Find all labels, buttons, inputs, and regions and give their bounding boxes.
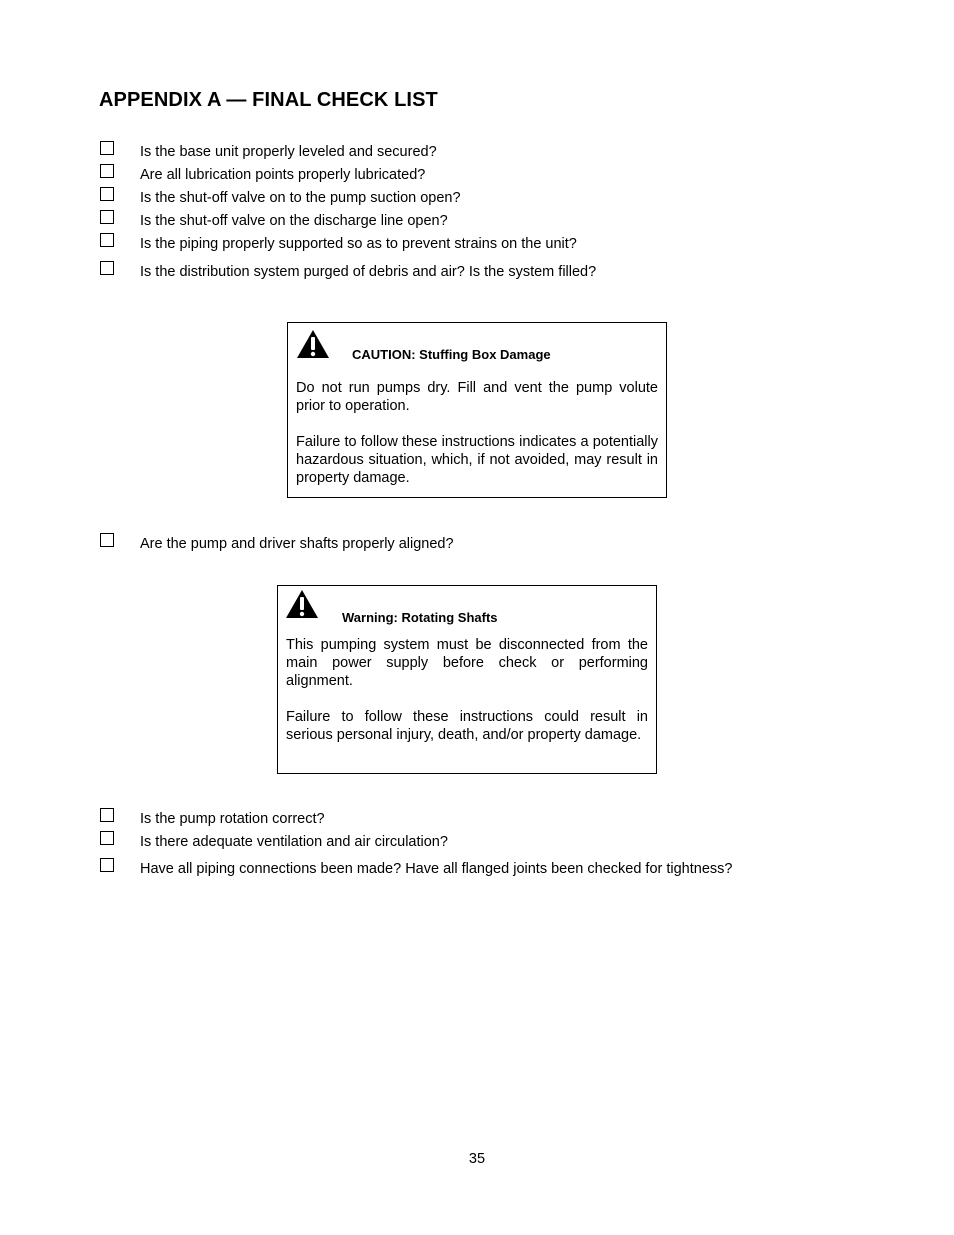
caution-heading: CAUTION: Stuffing Box Damage [352,347,551,362]
checklist-item-label: Is there adequate ventilation and air circulation? [140,834,448,850]
checklist-item-label: Is the shut-off valve on to the pump suction open? [140,190,461,206]
warning-heading: Warning: Rotating Shafts [342,610,498,625]
checkbox[interactable] [100,164,114,178]
checklist-item-label: Are the pump and driver shafts properly aligned? [140,536,454,552]
caution-paragraph: Failure to follow these instructions indicates a potentially hazardous situation, which, if not avoided, may result in property damage. [296,434,658,486]
checkbox[interactable] [100,261,114,275]
warning-paragraph: This pumping system must be disconnected from the main power supply before check or performing alignment. [286,637,648,689]
warning-paragraph: Failure to follow these instructions could result in serious personal injury, death, and/or property damage. [286,709,648,743]
checklist-item-label: Is the shut-off valve on the discharge line open? [140,213,448,229]
warning-box [277,585,657,774]
checkbox[interactable] [100,141,114,155]
checkbox[interactable] [100,831,114,845]
checklist-item-label: Have all piping connections been made? Have all flanged joints been checked for tightness? [140,861,733,877]
checkbox[interactable] [100,233,114,247]
caution-header [288,323,666,363]
checklist-item-label: Are all lubrication points properly lubricated? [140,167,426,183]
caution-paragraph: Do not run pumps dry. Fill and vent the pump volute prior to operation. [296,380,658,414]
page-number: 35 [468,1151,486,1167]
checkbox[interactable] [100,187,114,201]
checkbox[interactable] [100,210,114,224]
caution-box [287,322,667,498]
checklist-item-label: Is the distribution system purged of debris and air? Is the system filled? [140,264,597,280]
checkbox[interactable] [100,858,114,872]
checkbox[interactable] [100,808,114,822]
page-title: APPENDIX A — FINAL CHECK LIST [99,89,438,111]
checkbox[interactable] [100,533,114,547]
warning-header [278,586,656,626]
checklist-item-label: Is the base unit properly leveled and secured? [140,144,437,160]
checklist-item-label: Is the pump rotation correct? [140,811,325,827]
checklist-item-label: Is the piping properly supported so as to prevent strains on the unit? [140,236,577,252]
warning-triangle-icon [285,589,319,619]
warning-triangle-icon [296,329,330,359]
